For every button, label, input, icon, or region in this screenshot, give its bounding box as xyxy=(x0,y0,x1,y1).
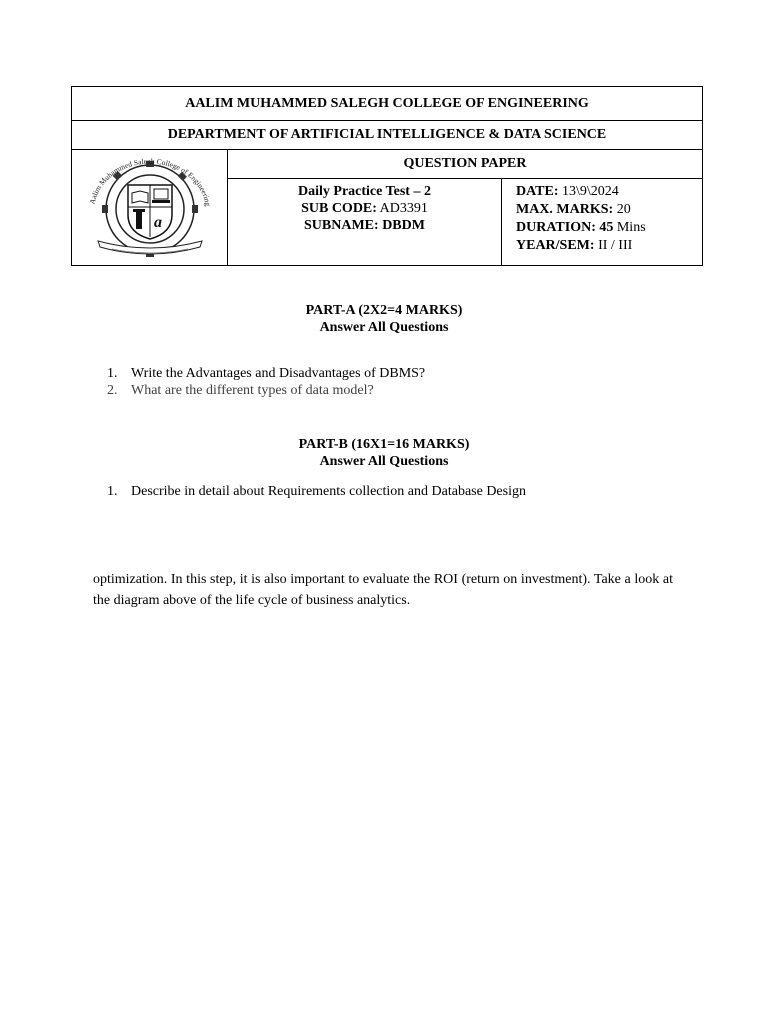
test-info xyxy=(228,178,502,265)
year-sem-label: YEAR/SEM: xyxy=(516,238,595,253)
date-label: DATE: xyxy=(516,184,559,199)
question-text: Write the Advantages and Disadvantages of DBMS? xyxy=(131,366,426,381)
duration-value: 45 xyxy=(599,220,614,235)
svg-text:a: a xyxy=(154,214,162,231)
date-value: 13\9\2024 xyxy=(562,184,619,199)
max-marks-value: 20 xyxy=(616,202,631,217)
header-table xyxy=(71,86,703,266)
test-name: Daily Practice Test – 2 xyxy=(298,184,431,199)
question-number: 1. xyxy=(107,484,118,499)
body-paragraph: optimization. In this step, it is also important to evaluate the ROI (return on investment). Take a look at the diagram above of the life cycle of business analytics. xyxy=(93,572,673,608)
question-text: What are the different types of data model? xyxy=(131,383,374,398)
part-a-instruction: Answer All Questions xyxy=(319,320,449,335)
list-item xyxy=(107,365,425,382)
part-b-title: PART-B (16X1=16 MARKS) xyxy=(298,437,470,452)
part-a-title: PART-A (2X2=4 MARKS) xyxy=(305,303,463,318)
question-text: Describe in detail about Requirements collection and Database Design xyxy=(131,484,526,499)
list-item xyxy=(107,483,526,500)
subname-value: DBDM xyxy=(382,218,425,233)
part-b-instruction: Answer All Questions xyxy=(319,454,449,469)
college-logo xyxy=(72,149,228,265)
year-sem-value: II / III xyxy=(598,238,633,253)
sub-code-label: SUB CODE: xyxy=(301,201,377,216)
part-a-questions xyxy=(107,365,425,399)
duration-unit: Mins xyxy=(616,220,646,235)
list-item xyxy=(107,382,425,399)
part-b-questions xyxy=(107,483,526,500)
question-number: 2. xyxy=(107,383,118,398)
paper-type: QUESTION PAPER xyxy=(228,149,702,179)
department-name: DEPARTMENT OF ARTIFICIAL INTELLIGENCE & DATA SCIENCE xyxy=(72,120,702,150)
duration-label: DURATION: xyxy=(516,220,596,235)
subname-label: SUBNAME: xyxy=(304,218,379,233)
college-name: AALIM MUHAMMED SALEGH COLLEGE OF ENGINEERING xyxy=(72,87,702,121)
sub-code-value: AD3391 xyxy=(379,201,428,216)
question-number: 1. xyxy=(107,366,118,381)
max-marks-label: MAX. MARKS: xyxy=(516,202,614,217)
logo-arc-text: Aalim Muhammed Salegh College of Engineering xyxy=(87,156,213,207)
exam-details xyxy=(502,178,702,265)
college-seal-icon xyxy=(72,149,226,263)
